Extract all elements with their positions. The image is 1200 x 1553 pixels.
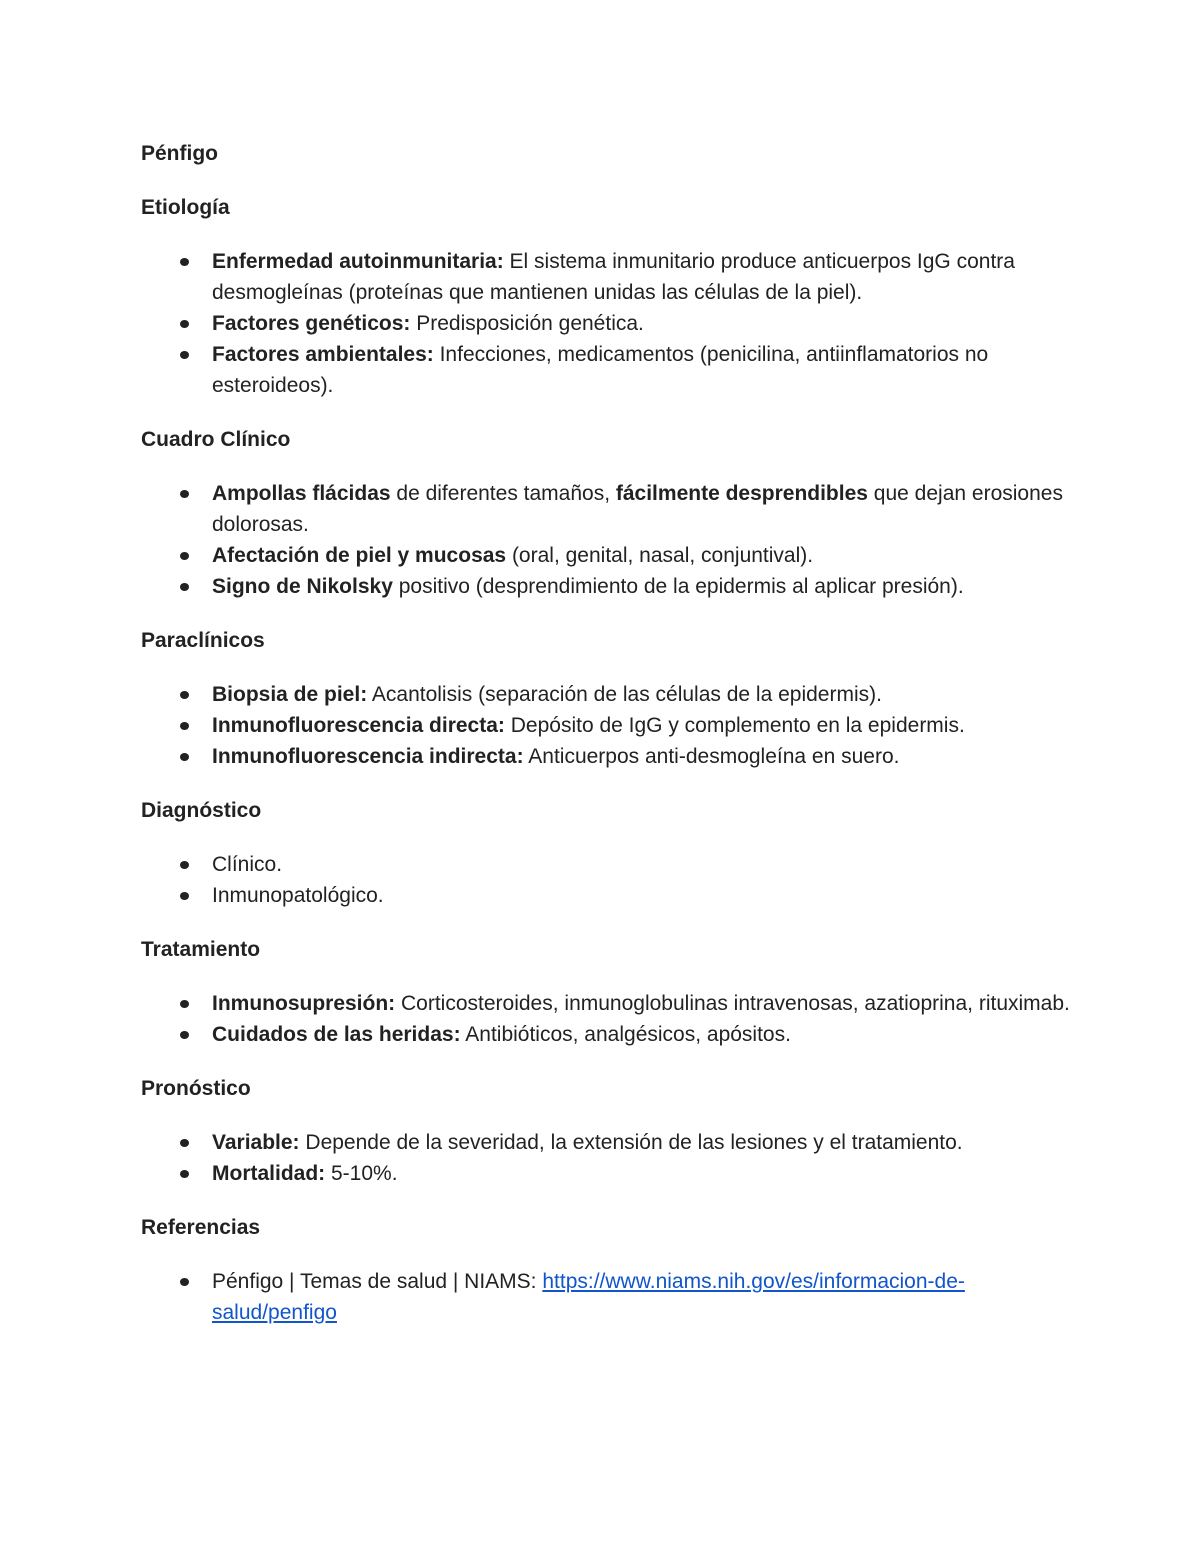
section-diagnostico — [141, 795, 1071, 911]
section-tratamiento — [141, 934, 1071, 1050]
list-item: Enfermedad autoinmunitaria: El sistema inmunitario produce anticuerpos IgG contra desmogleínas (proteínas que mantienen unidas las células de la piel). — [141, 246, 1071, 308]
bullet-icon — [180, 490, 189, 498]
list-item: Mortalidad: 5-10%. — [141, 1158, 1071, 1189]
bullet-icon — [180, 351, 189, 359]
section-paraclinicos — [141, 625, 1071, 772]
list-tratamiento — [141, 988, 1071, 1050]
list-item: Pénfigo | Temas de salud | NIAMS: https://www.niams.nih.gov/es/informacion-de-salud/penfigo — [141, 1266, 1071, 1328]
list-diagnostico — [141, 849, 1071, 911]
bullet-icon — [180, 258, 189, 266]
list-item: Inmunosupresión: Corticosteroides, inmunoglobulinas intravenosas, azatioprina, rituximab. — [141, 988, 1071, 1019]
list-item: Clínico. — [141, 849, 1071, 880]
section-heading-diagnostico: Diagnóstico — [141, 799, 262, 822]
bullet-icon — [180, 753, 189, 761]
bullet-icon — [180, 722, 189, 730]
section-referencias — [141, 1212, 1071, 1328]
bullet-icon — [180, 1000, 189, 1008]
list-etiologia — [141, 246, 1071, 401]
list-item: Signo de Nikolsky positivo (desprendimiento de la epidermis al aplicar presión). — [141, 571, 1071, 602]
list-item: Inmunopatológico. — [141, 880, 1071, 911]
bullet-icon — [180, 861, 189, 869]
bullet-icon — [180, 1139, 189, 1147]
list-referencias — [141, 1266, 1071, 1328]
list-pronostico — [141, 1127, 1071, 1189]
section-heading-etiologia: Etiología — [141, 196, 230, 219]
reference-link[interactable]: https://www.niams.nih.gov/es/informacion-de-salud/penfigo — [212, 1270, 965, 1324]
section-etiologia — [141, 192, 1071, 401]
section-cuadro-clinico — [141, 424, 1071, 602]
section-heading-referencias: Referencias — [141, 1216, 261, 1239]
section-pronostico — [141, 1073, 1071, 1189]
list-item: Afectación de piel y mucosas (oral, genital, nasal, conjuntival). — [141, 540, 1071, 571]
list-item: Ampollas flácidas de diferentes tamaños, fácilmente desprendibles que dejan erosiones dolorosas. — [141, 478, 1071, 540]
section-heading-pronostico: Pronóstico — [141, 1077, 251, 1100]
bullet-icon — [180, 320, 189, 328]
list-item: Variable: Depende de la severidad, la extensión de las lesiones y el tratamiento. — [141, 1127, 1071, 1158]
bullet-icon — [180, 552, 189, 560]
bullet-icon — [180, 892, 189, 900]
list-item: Cuidados de las heridas: Antibióticos, analgésicos, apósitos. — [141, 1019, 1071, 1050]
bullet-icon — [180, 691, 189, 699]
list-item: Factores ambientales: Infecciones, medicamentos (penicilina, antiinflamatorios no esteroideos). — [141, 339, 1071, 401]
document-page — [141, 138, 1071, 1351]
section-heading-tratamiento: Tratamiento — [141, 938, 261, 961]
list-item: Biopsia de piel: Acantolisis (separación de las células de la epidermis). — [141, 679, 1071, 710]
section-heading-paraclinicos: Paraclínicos — [141, 629, 265, 652]
list-item: Factores genéticos: Predisposición genética. — [141, 308, 1071, 339]
list-paraclinicos — [141, 679, 1071, 772]
section-heading-cuadro-clinico: Cuadro Clínico — [141, 428, 291, 451]
bullet-icon — [180, 583, 189, 591]
bullet-icon — [180, 1170, 189, 1178]
bullet-icon — [180, 1031, 189, 1039]
list-item: Inmunofluorescencia indirecta: Anticuerpos anti-desmogleína en suero. — [141, 741, 1071, 772]
document-title: Pénfigo — [141, 142, 218, 165]
list-cuadro-clinico — [141, 478, 1071, 602]
bullet-icon — [180, 1278, 189, 1286]
list-item: Inmunofluorescencia directa: Depósito de IgG y complemento en la epidermis. — [141, 710, 1071, 741]
